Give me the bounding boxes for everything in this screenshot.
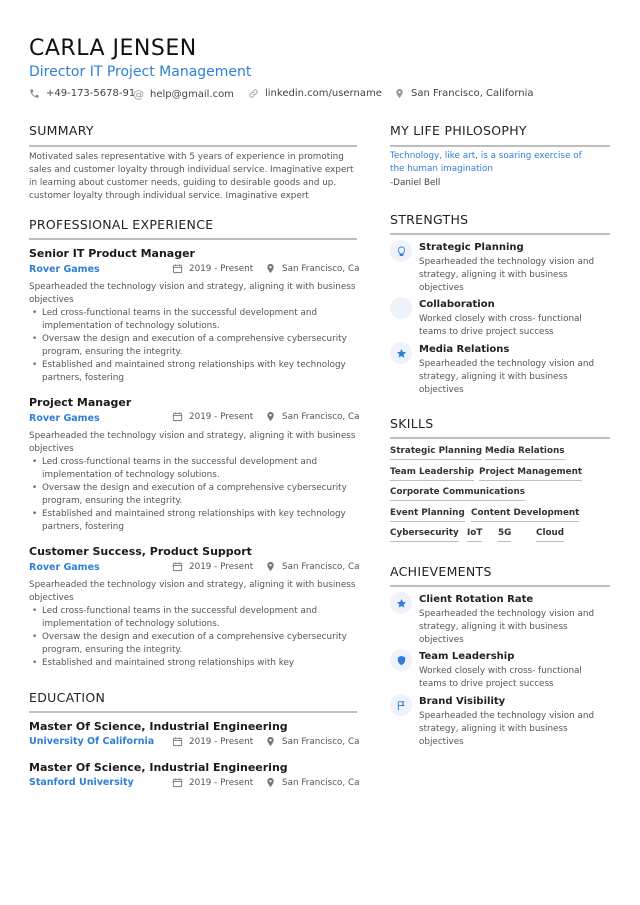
achievement-desc: Worked closely with cross- functional teams to drive project success — [419, 666, 582, 689]
job-title: Project Manager — [29, 396, 132, 409]
summary-text — [29, 151, 359, 203]
experience-divider — [29, 238, 357, 240]
quote-author: -Daniel Bell — [390, 178, 441, 188]
candidate-name: CARLA JENSEN — [29, 36, 197, 61]
location-text: San Francisco, Ca — [282, 561, 360, 572]
job-dates — [172, 561, 253, 572]
skill-tag: IoT — [467, 528, 482, 542]
job-location — [265, 561, 360, 572]
skill-tag: Media Relations — [485, 446, 565, 460]
edu-location — [265, 736, 360, 747]
degree-title: Master Of Science, Industrial Engineering — [29, 761, 288, 774]
phone-icon — [29, 88, 40, 99]
shield-icon — [390, 649, 412, 671]
strengths-title: STRENGTHS — [390, 212, 469, 227]
job-company: Rover Games — [29, 264, 100, 275]
job-bullet: • Led cross-functional teams in the successful development and implementation of technology solutions. — [29, 605, 359, 631]
job-bullet: • Established and maintained strong relationships with key technology partners, fostering — [29, 508, 359, 534]
strength-desc: Worked closely with cross- functional teams to drive project success — [419, 314, 582, 337]
dates-text: 2019 - Present — [189, 411, 254, 422]
skill-tag: Cloud — [536, 528, 564, 542]
achievement-title: Team Leadership — [419, 651, 515, 662]
dates-text: 2019 - Present — [189, 263, 254, 274]
location-pin-icon — [265, 263, 276, 274]
quote-line: the human imagination — [390, 164, 493, 174]
strength-title: Strategic Planning — [419, 242, 524, 253]
job-lead: Spearheaded the technology vision and strategy, aligning it with business — [29, 431, 356, 441]
achievement-desc: Spearheaded the technology vision and strategy, aligning it with business objectives — [419, 711, 595, 747]
school-name: University Of California — [29, 736, 155, 747]
dates-text: 2019 - Present — [189, 561, 254, 572]
job-bullet: • Oversaw the design and execution of a comprehensive cybersecurity program, ensuring the integrity. — [29, 631, 359, 657]
email-text: help@gmail.com — [150, 89, 234, 100]
achievements-divider — [390, 585, 610, 587]
contact-location — [394, 88, 534, 99]
contact-linkedin[interactable] — [248, 88, 382, 99]
calendar-icon — [172, 736, 183, 747]
skill-tag: 5G — [498, 528, 511, 542]
job-bullet: • Led cross-functional teams in the successful development and implementation of technology solutions. — [29, 307, 359, 333]
location-text: San Francisco, California — [411, 88, 534, 99]
calendar-icon — [172, 561, 183, 572]
location-pin-icon — [265, 736, 276, 747]
strengths-divider — [390, 233, 610, 235]
skill-tag: Corporate Communications — [390, 487, 525, 501]
location-pin-icon — [265, 411, 276, 422]
job-bullet: • Established and maintained strong relationships with key technology partners, fostering — [29, 359, 359, 385]
job-lead: objectives — [29, 444, 74, 454]
skill-tag: Team Leadership — [390, 467, 474, 481]
location-pin-icon — [394, 88, 405, 99]
calendar-icon — [172, 411, 183, 422]
skills-divider — [390, 437, 610, 439]
job-lead: Spearheaded the technology vision and strategy, aligning it with business — [29, 580, 356, 590]
quote-line: Technology, like art, is a soaring exercise of — [390, 151, 582, 161]
location-pin-icon — [265, 561, 276, 572]
skills-title: SKILLS — [390, 416, 434, 431]
education-divider — [29, 711, 357, 713]
link-icon — [248, 88, 259, 99]
candidate-role: Director IT Project Management — [29, 64, 252, 80]
strength-desc: Spearheaded the technology vision and strategy, aligning it with business objectives — [419, 359, 595, 395]
skill-tag: Event Planning — [390, 508, 465, 522]
lightbulb-icon — [390, 240, 412, 262]
job-title: Senior IT Product Manager — [29, 247, 195, 260]
job-lead: Spearheaded the technology vision and strategy, aligning it with business — [29, 282, 356, 292]
summary-line: customer loyalty through individual service. Imaginative expert — [29, 191, 309, 201]
location-text: San Francisco, Ca — [282, 263, 360, 274]
job-location — [265, 411, 360, 422]
job-bullet: • Oversaw the design and execution of a comprehensive cybersecurity program, ensuring the integrity. — [29, 333, 359, 359]
blank-icon — [390, 297, 412, 319]
job-bullet: • Established and maintained strong relationships with key — [29, 657, 359, 670]
job-location — [265, 263, 360, 274]
skill-tag: Cybersecurity — [390, 528, 459, 542]
flag-icon — [390, 694, 412, 716]
job-dates — [172, 263, 253, 274]
job-lead: objectives — [29, 295, 74, 305]
star-icon — [390, 342, 412, 364]
skill-tag: Content Development — [471, 508, 579, 522]
job-description — [29, 430, 359, 534]
philosophy-divider — [390, 145, 610, 147]
philosophy-title: MY LIFE PHILOSOPHY — [390, 123, 527, 138]
job-title: Customer Success, Product Support — [29, 545, 252, 558]
achievement-desc: Spearheaded the technology vision and strategy, aligning it with business objectives — [419, 609, 595, 645]
degree-title: Master Of Science, Industrial Engineering — [29, 720, 288, 733]
phone-text: +49-173-5678-91 — [46, 88, 136, 99]
job-company: Rover Games — [29, 413, 100, 424]
edu-dates — [172, 777, 253, 788]
location-pin-icon — [265, 777, 276, 788]
skill-tag: Strategic Planning — [390, 446, 482, 460]
star-icon — [390, 592, 412, 614]
contact-phone[interactable] — [29, 88, 135, 99]
strength-title: Media Relations — [419, 344, 510, 355]
skill-tag: Project Management — [479, 467, 582, 481]
achievement-title: Brand Visibility — [419, 696, 506, 707]
strength-desc: Spearheaded the technology vision and strategy, aligning it with business objectives — [419, 257, 595, 293]
dates-text: 2019 - Present — [189, 777, 254, 788]
summary-line: in learning about customer needs, guiding to desirable goods and up. — [29, 178, 337, 188]
job-dates — [172, 411, 253, 422]
experience-title: PROFESSIONAL EXPERIENCE — [29, 217, 214, 232]
edu-dates — [172, 736, 253, 747]
job-bullet: • Oversaw the design and execution of a comprehensive cybersecurity program, ensuring the integrity. — [29, 482, 359, 508]
job-lead: objectives — [29, 593, 74, 603]
summary-line: sales and customer loyalty through individual service. Imaginative expert — [29, 165, 354, 175]
location-text: San Francisco, Ca — [282, 736, 360, 747]
summary-divider — [29, 145, 357, 147]
job-bullet: • Led cross-functional teams in the successful development and implementation of technology solutions. — [29, 456, 359, 482]
job-description — [29, 579, 359, 670]
strength-title: Collaboration — [419, 299, 495, 310]
dates-text: 2019 - Present — [189, 736, 254, 747]
calendar-icon — [172, 263, 183, 274]
school-name: Stanford University — [29, 777, 134, 788]
job-company: Rover Games — [29, 562, 100, 573]
location-text: San Francisco, Ca — [282, 777, 360, 788]
calendar-icon — [172, 777, 183, 788]
location-text: San Francisco, Ca — [282, 411, 360, 422]
achievement-title: Client Rotation Rate — [419, 594, 534, 605]
education-title: EDUCATION — [29, 690, 106, 705]
philosophy-quote — [390, 150, 590, 176]
linkedin-text: linkedin.com/username — [265, 88, 382, 99]
edu-location — [265, 777, 360, 788]
summary-title: SUMMARY — [29, 123, 94, 138]
job-description — [29, 281, 359, 385]
contact-email[interactable] — [133, 88, 234, 101]
summary-line: Motivated sales representative with 5 years of experience in promoting — [29, 152, 344, 162]
achievements-title: ACHIEVEMENTS — [390, 564, 492, 579]
at-icon: @ — [133, 88, 144, 101]
